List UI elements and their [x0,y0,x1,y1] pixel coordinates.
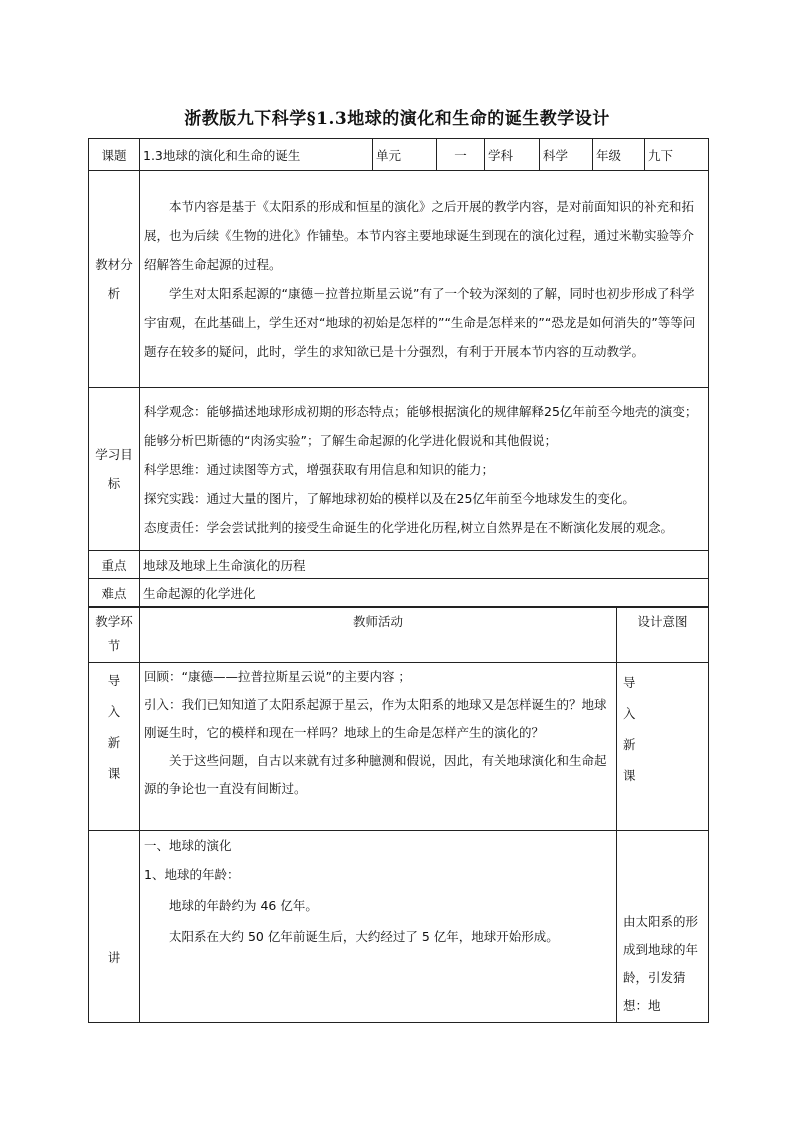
material-content [140,171,709,388]
material-paragraph-2: 学生对太阳系起源的“康德－拉普拉斯星云说”有了一个较为深刻的了解，同时也初步形成了科学宇宙观，在此基础上，学生还对“地球的初始是怎样的”“生命是怎样来的”“恐龙是如何消失的”等等问题存在较多的疑问，此时，学生的求知欲已是十分强烈，有利于开展本节内容的互动教学。 [144,286,696,359]
goals-label [89,388,140,551]
lecture-heading: 一、地球的演化 [144,838,232,853]
intro-question: 引入：我们已知知道了太阳系起源于星云，作为太阳系的地球又是怎样诞生的？地球刚诞生时，它的模样和现在一样吗？地球上的生命是怎样产生的演化的？ [144,697,607,740]
grade-value: 九下 [645,139,709,171]
goal-practice: 探究实践：通过大量的图片，了解地球初始的模样以及在25亿年前至今地球发生的变化。 [144,490,635,506]
header-row [89,139,709,171]
intro-stage-text: 导入新课 [107,673,121,781]
difficulty-text: 生命起源的化学进化 [140,579,709,607]
lecture-line-1: 地球的年龄约为 46 亿年。 [169,898,318,913]
goals-row [89,388,709,551]
topic-value: 1.3地球的演化和生命的诞生 [140,139,373,171]
intro-intent [617,663,709,831]
intent-header: 设计意图 [617,608,709,663]
lesson-info-table [88,138,709,607]
goal-thinking: 科学思维：通过读图等方式，增强获取有用信息和知识的能力； [144,461,495,477]
subject-label: 学科 [485,139,540,171]
material-label [89,171,140,388]
difficulty-label: 难点 [89,579,140,607]
lecture-subheading: 1、地球的年龄： [144,867,240,882]
lecture-intent: 由太阳系的形成到地球的年龄，引发猜想：地 [617,831,709,1023]
document-title: 浙教版九下科学§1.3地球的演化和生命的诞生教学设计 [184,109,610,129]
unit-label: 单元 [373,139,437,171]
lecture-stage: 讲 [89,831,140,1023]
process-header-row [89,608,709,663]
grade-label: 年级 [593,139,645,171]
activity-header: 教师活动 [140,608,617,663]
material-label-text: 教材分析 [95,257,133,301]
process-table [88,607,709,1023]
goals-content [140,388,709,551]
intro-intent-text: 导入新课 [623,675,636,783]
key-point-row [89,551,709,579]
subject-value: 科学 [540,139,593,171]
intro-row [89,663,709,831]
intro-activity [140,663,617,831]
unit-value: 一 [437,139,485,171]
intro-review: 回顾：“康德——拉普拉斯星云说”的主要内容 ； [144,669,411,684]
intro-stage [89,663,140,831]
material-row [89,171,709,388]
goal-attitude: 态度责任：学会尝试批判的接受生命诞生的化学进化历程,树立自然界是在不断演化发展的观念。 [144,519,673,535]
key-point-label: 重点 [89,551,140,579]
lecture-line-2: 太阳系在大约 50 亿年前诞生后，大约经过了 5 亿年，地球开始形成。 [169,929,559,944]
material-paragraph-1: 本节内容是基于《太阳系的形成和恒星的演化》之后开展的教学内容，是对前面知识的补充和拓展，也为后续《生物的进化》作铺垫。本节内容主要地球诞生到现在的演化过程，通过米勒实验等介绍解答生命起源的过程。 [144,199,695,272]
goal-concept: 科学观念：能够描述地球形成初期的形态特点；能够根据演化的规律解释25亿年前至今地壳的演变；能够分析巴斯德的“肉汤实验”；了解生命起源的化学进化假说和其他假说； [144,403,698,448]
key-point-text: 地球及地球上生命演化的历程 [140,551,709,579]
topic-label: 课题 [89,139,140,171]
stage-header: 教学环节 [89,608,140,663]
goals-label-text: 学习目标 [95,447,133,491]
lecture-activity [140,831,617,1023]
intro-note: 关于这些问题，自古以来就有过多种臆测和假说，因此，有关地球演化和生命起源的争论也一直没有间断过。 [144,753,607,796]
difficulty-row [89,579,709,607]
lecture-row [89,831,709,1023]
